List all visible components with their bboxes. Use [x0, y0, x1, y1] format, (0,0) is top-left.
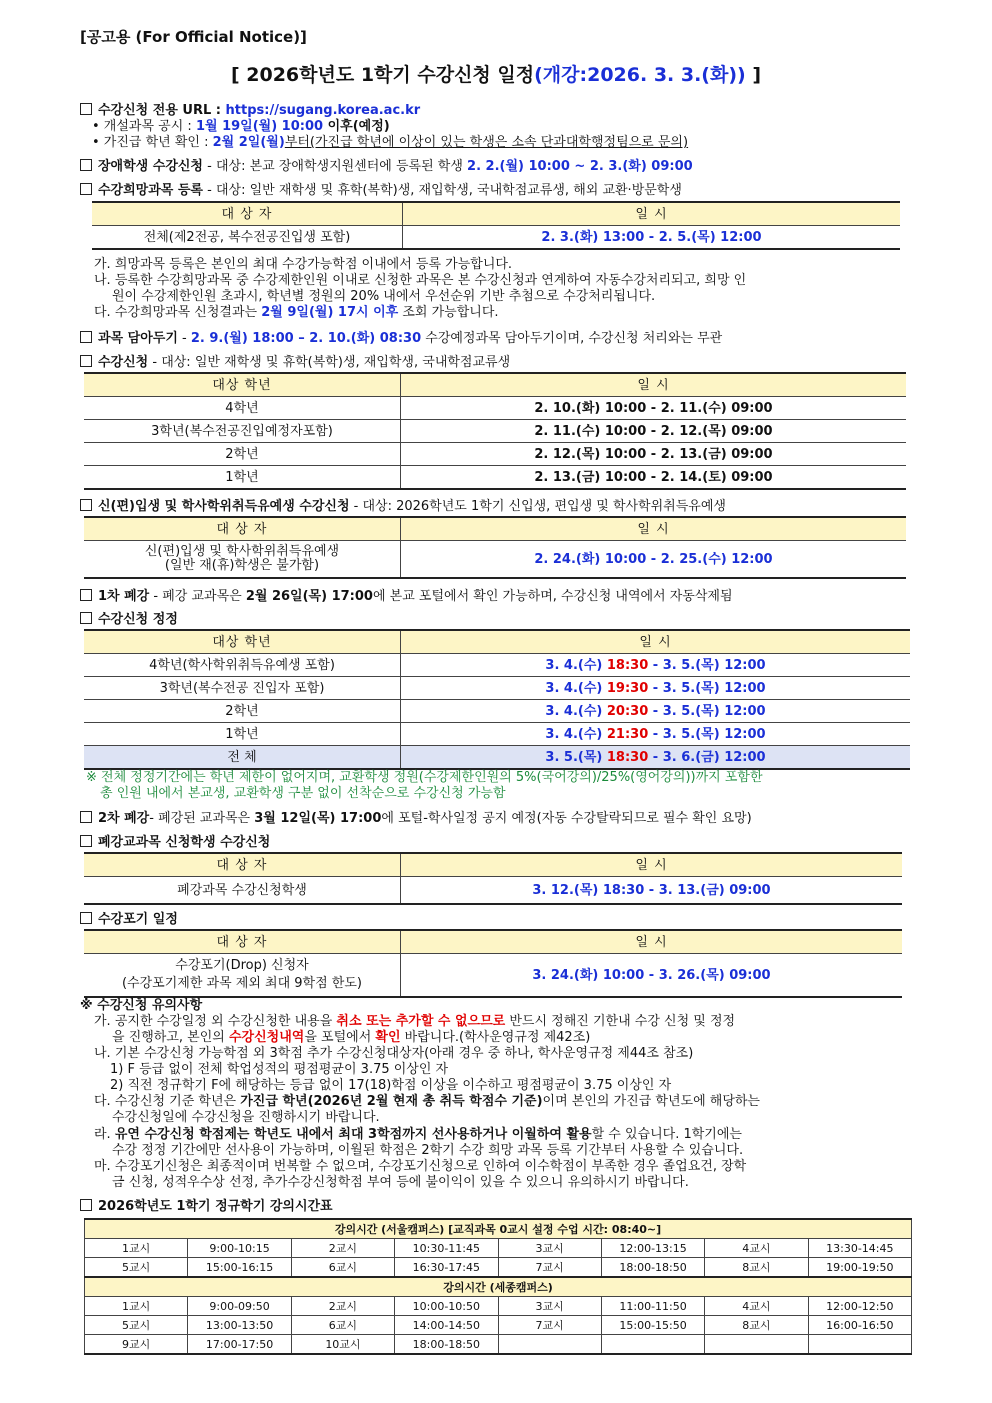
timetable-campus-header: [85, 1277, 912, 1297]
caution-b1: 나. 기본 수강신청 가능학점 외 3학점 추가 수강신청대상자(아래 경우 중 하나, 학사운영규정 제44조 참조): [94, 1046, 694, 1061]
fresh-desc: - 대상: 2026학년도 1학기 신입생, 편입생 및 학사학위취득유예생: [349, 499, 726, 514]
cancel2-post: 에 포털-학사일정 공지 예정(자동 수강탈락되므로 필수 확인 요망): [381, 811, 752, 826]
checkbox-square-icon: [80, 355, 92, 367]
start-time: 18:30: [606, 657, 649, 673]
table-row: [84, 654, 910, 677]
date-start: 3. 4.(수): [545, 703, 607, 719]
period-cell: 1교시: [85, 1297, 188, 1316]
time-cell: 19:00-19:50: [808, 1258, 911, 1278]
info-2-post: 부터(가진급 학년에 이상이 있는 학생은 소속 단과대학행정팀으로 문의): [284, 135, 689, 150]
table-cell: 전체(제2전공, 복수전공진입생 포함): [92, 226, 403, 250]
official-notice-label: [공고용 (For Official Notice)]: [80, 28, 307, 46]
period-cell: 5교시: [85, 1316, 188, 1335]
drop-target-a: 수강포기(Drop) 신청자: [175, 958, 309, 973]
fresh-target-a: 신(편)입생 및 학사학위취득유예생: [144, 544, 340, 559]
period-cell: 3교시: [498, 1239, 601, 1258]
period-cell: 9교시: [85, 1335, 188, 1355]
period-cell: 10교시: [291, 1335, 394, 1355]
caution-text: 라.: [94, 1127, 115, 1142]
table-header: 일 시: [403, 202, 901, 226]
second-cancel-section: [80, 811, 752, 826]
cart-section: [80, 331, 722, 346]
wish-label: 수강희망과목 등록: [98, 183, 203, 198]
table-cell-date: [401, 700, 911, 723]
closed-course-table: [84, 852, 902, 905]
caution-d2: 수강 정정 기간에만 선사용이 가능하며, 이월된 학점은 2학기 수강 희망 과목 등록 기간부터 사용할 수 있습니다.: [112, 1143, 744, 1158]
caution-text: 을 포털에서: [304, 1030, 376, 1045]
period-cell: 8교시: [705, 1258, 808, 1278]
cancel2-pre: - 폐강된 교과목은: [149, 811, 255, 826]
caution-c2: 수강신청일에 수강신청을 진행하시기 바랍니다.: [112, 1110, 380, 1125]
caution-b2: 1) F 등급 없이 전체 학업성적의 평점평균이 3.75 이상인 자: [110, 1062, 449, 1077]
date-end: - 3. 5.(목) 12:00: [648, 703, 766, 719]
time-cell: 12:00-12:50: [808, 1297, 911, 1316]
table-cell: [84, 954, 401, 998]
table-cell-date: 2. 24.(화) 10:00 - 2. 25.(수) 12:00: [401, 541, 907, 579]
time-cell: 13:00-13:50: [188, 1316, 291, 1335]
time-cell: 15:00-15:50: [601, 1316, 704, 1335]
table-cell-date: [401, 746, 911, 770]
table-header: 일 시: [401, 630, 911, 654]
caution-heading: ※ 수강신청 유의사항: [80, 998, 203, 1013]
info-2-pre: • 가진급 학년 확인 :: [92, 135, 213, 150]
adjust-note-1: ※ 전체 정정기간에는 학년 제한이 없어지며, 교환학생 정원(수강제한인원의 5%(국어강의)/25%(영어강의))까지 포함한: [86, 770, 763, 785]
caution-b3: 2) 직전 정규학기 F에 해당하는 등급 없이 17(18)학점 이상을 이수하고 평점평균이 3.75 이상인 자: [110, 1078, 672, 1093]
wish-section: [80, 183, 682, 198]
checkbox-square-icon: [80, 835, 92, 847]
table-header: 대상 학년: [84, 630, 401, 654]
title-close: ]: [745, 64, 762, 86]
cart-date: 2. 9.(월) 18:00 – 2. 10.(화) 08:30: [190, 331, 422, 346]
table-cell: 2학년: [84, 700, 401, 723]
caution-text: 할 수 있습니다. 1학기에는: [591, 1127, 742, 1142]
caution-text: 바랍니다.(학사운영규정 제42조): [400, 1030, 591, 1045]
wish-note-a: 가. 희망과목 등록은 본인의 최대 수강가능학점 이내에서 등록 가능합니다.: [94, 257, 513, 272]
date-end: - 3. 5.(목) 12:00: [648, 726, 766, 742]
disabled-student-section: [80, 159, 693, 174]
registration-section: [80, 355, 510, 370]
drop-section: [80, 912, 178, 927]
caution-d1: [94, 1127, 742, 1142]
caution-bold: 가진급 학년(2026년 2월 현재 총 취득 학점수 기준): [240, 1094, 543, 1109]
cancel1-pre: - 폐강 교과목은: [149, 589, 246, 604]
time-cell: 14:00-14:50: [395, 1316, 498, 1335]
table-header: 일 시: [401, 373, 907, 397]
wish-desc: - 대상: 일반 재학생 및 휴학(복학)생, 재입학생, 국내학점교류생, 해외 교환·방문학생: [203, 183, 682, 198]
table-header: 대 상 자: [84, 930, 401, 954]
title-start-date: (개강:2026. 3. 3.(화)): [534, 64, 746, 86]
adjust-note-2: 총 인원 내에서 본교생, 교환학생 구분 없이 선착순으로 수강신청 가능함: [100, 786, 506, 801]
checkbox-square-icon: [80, 183, 92, 195]
disabled-desc: - 대상: 본교 장애학생지원센터에 등록된 학생: [203, 159, 468, 174]
period-cell: [498, 1335, 601, 1355]
timetable-campus-header: [85, 1219, 912, 1239]
checkbox-square-icon: [80, 612, 92, 624]
caution-a2: [112, 1030, 590, 1045]
wish-note-b: 나. 등록한 수강희망과목 중 수강제한인원 이내로 신청한 과목은 본 수강신청과 연계하여 자동수강처리되고, 희망 인: [94, 273, 747, 288]
closed-course-section: [80, 835, 270, 850]
table-row: [84, 443, 906, 466]
info-1-pre: • 개설과목 공시 :: [92, 119, 196, 134]
table-cell-date: [401, 723, 911, 746]
time-cell: 16:30-17:45: [395, 1258, 498, 1278]
period-cell: 7교시: [498, 1316, 601, 1335]
table-cell-date: 2. 11.(수) 10:00 - 2. 12.(목) 09:00: [401, 420, 907, 443]
adjust-section: [80, 612, 178, 627]
time-cell: 18:00-18:50: [601, 1258, 704, 1278]
closed-label: 폐강교과목 신청학생 수강신청: [98, 835, 271, 850]
date-end: - 3. 5.(목) 12:00: [648, 680, 766, 696]
timetable-row: [85, 1316, 912, 1335]
sugang-url-link[interactable]: https://sugang.korea.ac.kr: [225, 103, 421, 118]
note-c-post: 조회 가능합니다.: [398, 305, 499, 320]
table-header: 일 시: [401, 930, 903, 954]
caution-text: 이며 본인의 가진급 학년도에 해당하는: [542, 1094, 760, 1109]
table-row: [84, 700, 910, 723]
table-row: [84, 746, 910, 770]
caution-text: 다. 수강신청 기준 학년은: [94, 1094, 241, 1109]
checkbox-square-icon: [80, 589, 92, 601]
wish-note-c: [94, 305, 499, 320]
date-end: - 3. 6.(금) 12:00: [648, 749, 766, 765]
caution-a1: [94, 1014, 735, 1029]
checkbox-square-icon: [80, 1199, 92, 1211]
time-cell: 9:00-10:15: [188, 1239, 291, 1258]
checkbox-square-icon: [80, 331, 92, 343]
table-cell: 4학년: [84, 397, 401, 420]
disabled-label: 장애학생 수강신청: [98, 159, 203, 174]
checkbox-square-icon: [80, 912, 92, 924]
timetable-row: [85, 1297, 912, 1316]
start-time: 18:30: [606, 749, 649, 765]
table-header: 대 상 자: [92, 202, 403, 226]
period-cell: 6교시: [291, 1316, 394, 1335]
time-cell: 15:00-16:15: [188, 1258, 291, 1278]
note-c-pre: 다. 수강희망과목 신청결과는: [94, 305, 262, 320]
period-cell: 2교시: [291, 1297, 394, 1316]
timetable-section: [80, 1199, 333, 1214]
caution-e1: 마. 수강포기신청은 최종적이며 번복할 수 없으며, 수강포기신청으로 인하여 이수학점이 부족한 경우 졸업요건, 장학: [94, 1159, 747, 1174]
wish-table: [92, 201, 900, 250]
table-row: [84, 397, 906, 420]
caution-emphasis: 취소 또는 추가할 수 없으므로: [336, 1014, 506, 1029]
table-header: 일 시: [401, 853, 903, 877]
period-cell: 8교시: [705, 1316, 808, 1335]
title-main: [ 2026학년도 1학기 수강신청 일정: [230, 64, 535, 86]
table-cell: 3학년(복수전공진입예정자포함): [84, 420, 401, 443]
disabled-date: 2. 2.(월) 10:00 ~ 2. 3.(화) 09:00: [467, 159, 693, 174]
table-cell-date: 2. 3.(화) 13:00 - 2. 5.(목) 12:00: [403, 226, 901, 250]
caution-emphasis: 확인: [375, 1030, 401, 1045]
campus-header-cell: 강의시간 (서울캠퍼스) [교직과목 0교시 설정 수업 시간: 08:40~]: [85, 1219, 912, 1239]
time-cell: 10:00-10:50: [395, 1297, 498, 1316]
url-label: 수강신청 전용 URL :: [98, 103, 226, 118]
caution-text: 가. 공지한 수강일정 외 수강신청한 내용을: [94, 1014, 337, 1029]
freshman-section: [80, 499, 726, 514]
fresh-label: 신(편)입생 및 학사학위취득유예생 수강신청: [98, 499, 350, 514]
info-line-2: [92, 135, 688, 150]
time-cell: 18:00-18:50: [395, 1335, 498, 1355]
table-header: 대상 학년: [84, 373, 401, 397]
checkbox-square-icon: [80, 103, 92, 115]
table-cell-date: 2. 10.(화) 10:00 - 2. 11.(수) 09:00: [401, 397, 907, 420]
table-cell-date: 3. 12.(목) 18:30 - 3. 13.(금) 09:00: [401, 877, 903, 905]
time-cell: 17:00-17:50: [188, 1335, 291, 1355]
caution-c1: [94, 1094, 760, 1109]
checkbox-square-icon: [80, 499, 92, 511]
time-cell: 12:00-13:15: [601, 1239, 704, 1258]
time-cell: 9:00-09:50: [188, 1297, 291, 1316]
cancel1-date: 2월 26일(목) 17:00: [245, 589, 373, 604]
caution-bold: 유연 수강신청 학점제는 학년도 내에서 최대 3학점까지 선사용하거나 이월하여 활용: [114, 1127, 592, 1142]
cancel2-date: 3월 12일(목) 17:00: [254, 811, 382, 826]
cancel1-label: 1차 폐강: [98, 589, 150, 604]
info-1-post: 이후(예정): [323, 119, 390, 134]
period-cell: 1교시: [85, 1239, 188, 1258]
cart-label: 과목 담아두기: [98, 331, 178, 346]
table-cell: 4학년(학사학위취득유예생 포함): [84, 654, 401, 677]
date-end: - 3. 5.(목) 12:00: [648, 657, 766, 673]
table-cell: 1학년: [84, 466, 401, 490]
reg-desc: - 대상: 일반 재학생 및 휴학(복학)생, 재입학생, 국내학점교류생: [148, 355, 511, 370]
table-cell: 폐강과목 수강신청학생: [84, 877, 401, 905]
table-cell-date: 3. 24.(화) 10:00 - 3. 26.(목) 09:00: [401, 954, 903, 998]
cart-sep: -: [177, 331, 191, 346]
note-c-date: 2월 9일(월) 17시 이후: [261, 305, 399, 320]
table-cell: 1학년: [84, 723, 401, 746]
drop-label: 수강포기 일정: [98, 912, 178, 927]
adjust-label: 수강신청 정정: [98, 612, 178, 627]
wish-note-b2: 원이 수강제한인원 초과시, 학년별 정원의 20% 내에서 우선순위 기반 추첨으로 수강처리됩니다.: [112, 289, 656, 304]
date-start: 3. 5.(목): [545, 749, 607, 765]
timetable-label: 2026학년도 1학기 정규학기 강의시간표: [98, 1199, 333, 1214]
caution-emphasis: 수강신청내역: [229, 1030, 305, 1045]
table-cell: 전 체: [84, 746, 401, 770]
period-cell: 6교시: [291, 1258, 394, 1278]
time-cell: 13:30-14:45: [808, 1239, 911, 1258]
table-row: [84, 723, 910, 746]
period-cell: 5교시: [85, 1258, 188, 1278]
table-cell-date: [401, 677, 911, 700]
table-header: 일 시: [401, 517, 907, 541]
time-cell: [808, 1335, 911, 1355]
timetable-table: [84, 1218, 912, 1355]
table-row: [84, 677, 910, 700]
table-cell: 2학년: [84, 443, 401, 466]
caution-text: 반드시 정해진 기한내 수강 신청 및 정정: [505, 1014, 736, 1029]
timetable-row: [85, 1335, 912, 1355]
table-cell-date: 2. 12.(목) 10:00 - 2. 13.(금) 09:00: [401, 443, 907, 466]
period-cell: 4교시: [705, 1239, 808, 1258]
first-cancel-section: [80, 589, 733, 604]
table-cell: [84, 541, 401, 579]
time-cell: [601, 1335, 704, 1355]
drop-table: [84, 929, 902, 998]
table-cell: 3학년(복수전공 진입자 포함): [84, 677, 401, 700]
time-cell: 10:30-11:45: [395, 1239, 498, 1258]
table-header: 대 상 자: [84, 517, 401, 541]
table-row: [84, 420, 906, 443]
table-cell-date: 2. 13.(금) 10:00 - 2. 14.(토) 09:00: [401, 466, 907, 490]
cart-desc: 수강예정과목 담아두기이며, 수강신청 처리와는 무관: [421, 331, 723, 346]
start-time: 19:30: [606, 680, 649, 696]
reg-label: 수강신청: [98, 355, 149, 370]
table-row: [84, 466, 906, 490]
time-cell: 11:00-11:50: [601, 1297, 704, 1316]
period-cell: 4교시: [705, 1297, 808, 1316]
timetable-row: [85, 1258, 912, 1278]
period-cell: 2교시: [291, 1239, 394, 1258]
freshman-table: [84, 516, 906, 579]
campus-header-cell: 강의시간 (세종캠퍼스): [85, 1277, 912, 1297]
drop-target-b: (수강포기제한 과목 제외 최대 9학점 한도): [121, 976, 362, 991]
caution-e2: 금 신청, 성적우수상 선정, 추가수강신청학점 부여 등에 불이익이 있을 수 있으니 유의하시기 바랍니다.: [112, 1175, 689, 1190]
info-1-date: 1월 19일(월) 10:00: [195, 119, 324, 134]
caution-text: 을 진행하고, 본인의: [112, 1030, 229, 1045]
fresh-target-b: (일반 재(휴)학생은 불가함): [164, 558, 320, 573]
date-start: 3. 4.(수): [545, 680, 607, 696]
adjust-table: [84, 629, 910, 770]
checkbox-square-icon: [80, 811, 92, 823]
period-cell: 3교시: [498, 1297, 601, 1316]
start-time: 20:30: [606, 703, 649, 719]
start-time: 21:30: [606, 726, 649, 742]
table-header: 대 상 자: [84, 853, 401, 877]
url-section: [80, 103, 420, 118]
info-2-date: 2월 2일(월): [212, 135, 285, 150]
period-cell: [705, 1335, 808, 1355]
page-title: [0, 62, 992, 88]
table-cell-date: [401, 654, 911, 677]
cancel1-post: 에 본교 포털에서 확인 가능하며, 수강신청 내역에서 자동삭제됨: [372, 589, 733, 604]
registration-table: [84, 372, 906, 490]
date-start: 3. 4.(수): [545, 657, 607, 673]
cancel2-label: 2차 폐강: [98, 811, 150, 826]
date-start: 3. 4.(수): [545, 726, 607, 742]
info-line-1: [92, 119, 390, 134]
period-cell: 7교시: [498, 1258, 601, 1278]
timetable-row: [85, 1239, 912, 1258]
time-cell: 16:00-16:50: [808, 1316, 911, 1335]
checkbox-square-icon: [80, 159, 92, 171]
